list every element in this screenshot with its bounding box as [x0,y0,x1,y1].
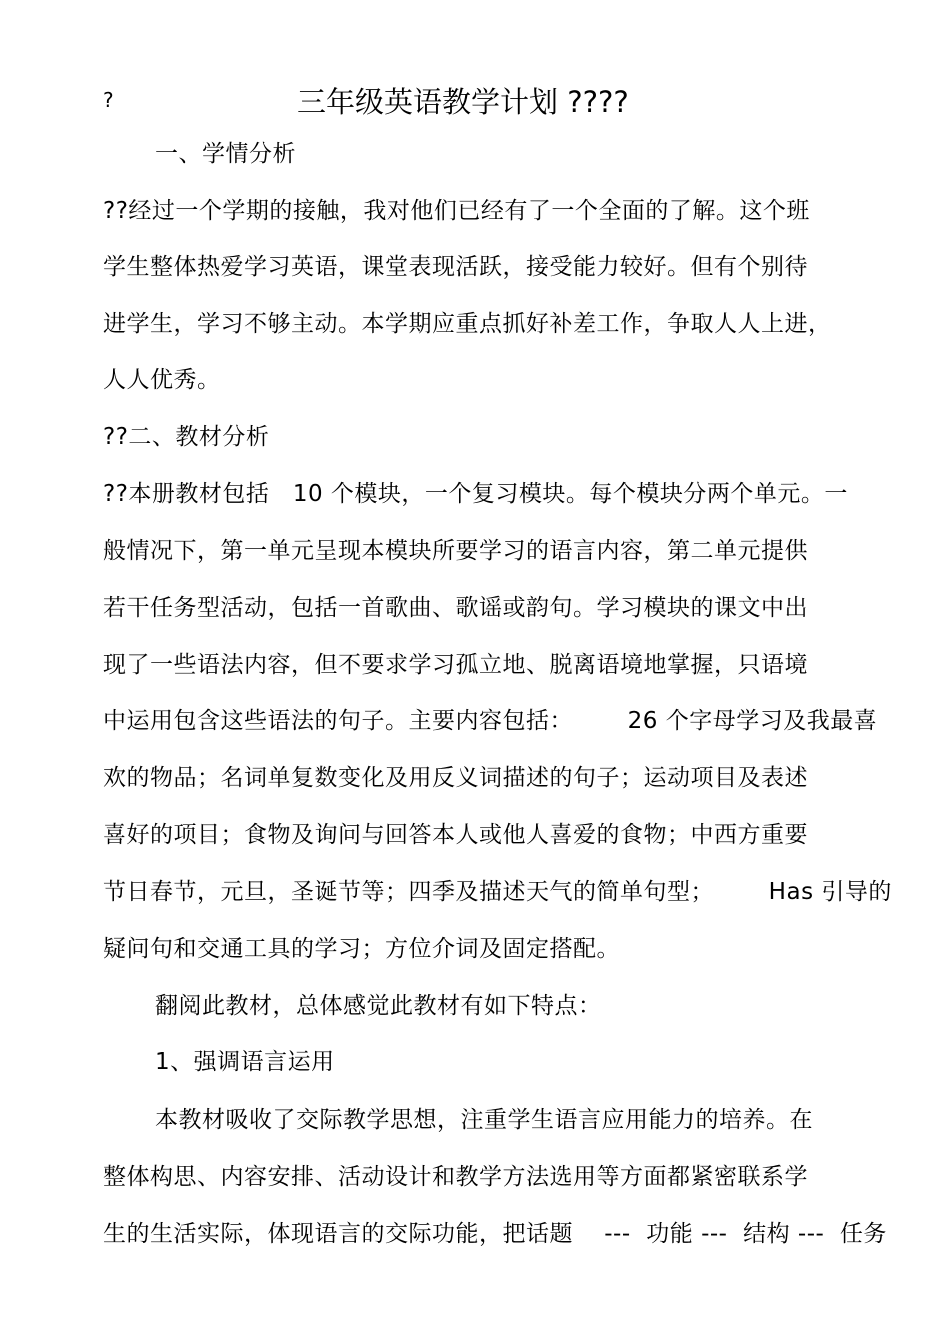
page-title: 三年级英语教学计划 ???? [297,85,629,119]
title-prefix: ? [103,88,114,112]
paragraph-line: 生的生活实际，体现语言的交际功能，把话题 --- 功能 --- 结构 --- 任务 [103,1221,887,1247]
paragraph-line: 喜好的项目；食物及询问与回答本人或他人喜爱的食物；中西方重要 [103,822,808,848]
paragraph-line: 节日春节，元旦，圣诞节等；四季及描述天气的简单句型； Has 引导的 [103,879,892,905]
paragraph-line: 若干任务型活动，包括一首歌曲、歌谣或韵句。学习模块的课文中出 [103,595,808,621]
paragraph-line: 般情况下，第一单元呈现本模块所要学习的语言内容，第二单元提供 [103,538,808,564]
paragraph-line: 欢的物品；名词单复数变化及用反义词描述的句子；运动项目及表述 [103,765,808,791]
paragraph-line: 人人优秀。 [103,367,221,393]
paragraph-line: 中运用包含这些语法的句子。主要内容包括： 26 个字母学习及我最喜 [103,708,878,734]
paragraph-line: 本教材吸收了交际教学思想，注重学生语言应用能力的培养。在 [155,1107,813,1133]
paragraph-line: ??经过一个学期的接触，我对他们已经有了一个全面的了解。这个班 [103,198,810,224]
section-heading-1: 一、学情分析 [155,141,296,167]
paragraph-line: 整体构思、内容安排、活动设计和教学方法选用等方面都紧密联系学 [103,1164,808,1190]
title-row [0,80,950,120]
section-heading-2: ??二、教材分析 [103,424,270,450]
paragraph-line: 疑问句和交通工具的学习；方位介词及固定搭配。 [103,936,620,962]
paragraph-line: ??本册教材包括 10 个模块，一个复习模块。每个模块分两个单元。一 [103,481,848,507]
paragraph-line: 进学生，学习不够主动。本学期应重点抓好补差工作，争取人人上进， [103,311,832,337]
paragraph-line: 翻阅此教材，总体感觉此教材有如下特点： [155,993,602,1019]
paragraph-line: 学生整体热爱学习英语，课堂表现活跃，接受能力较好。但有个别待 [103,254,808,280]
subsection-heading: 1、强调语言运用 [155,1049,335,1075]
paragraph-line: 现了一些语法内容，但不要求学习孤立地、脱离语境地掌握，只语境 [103,652,808,678]
